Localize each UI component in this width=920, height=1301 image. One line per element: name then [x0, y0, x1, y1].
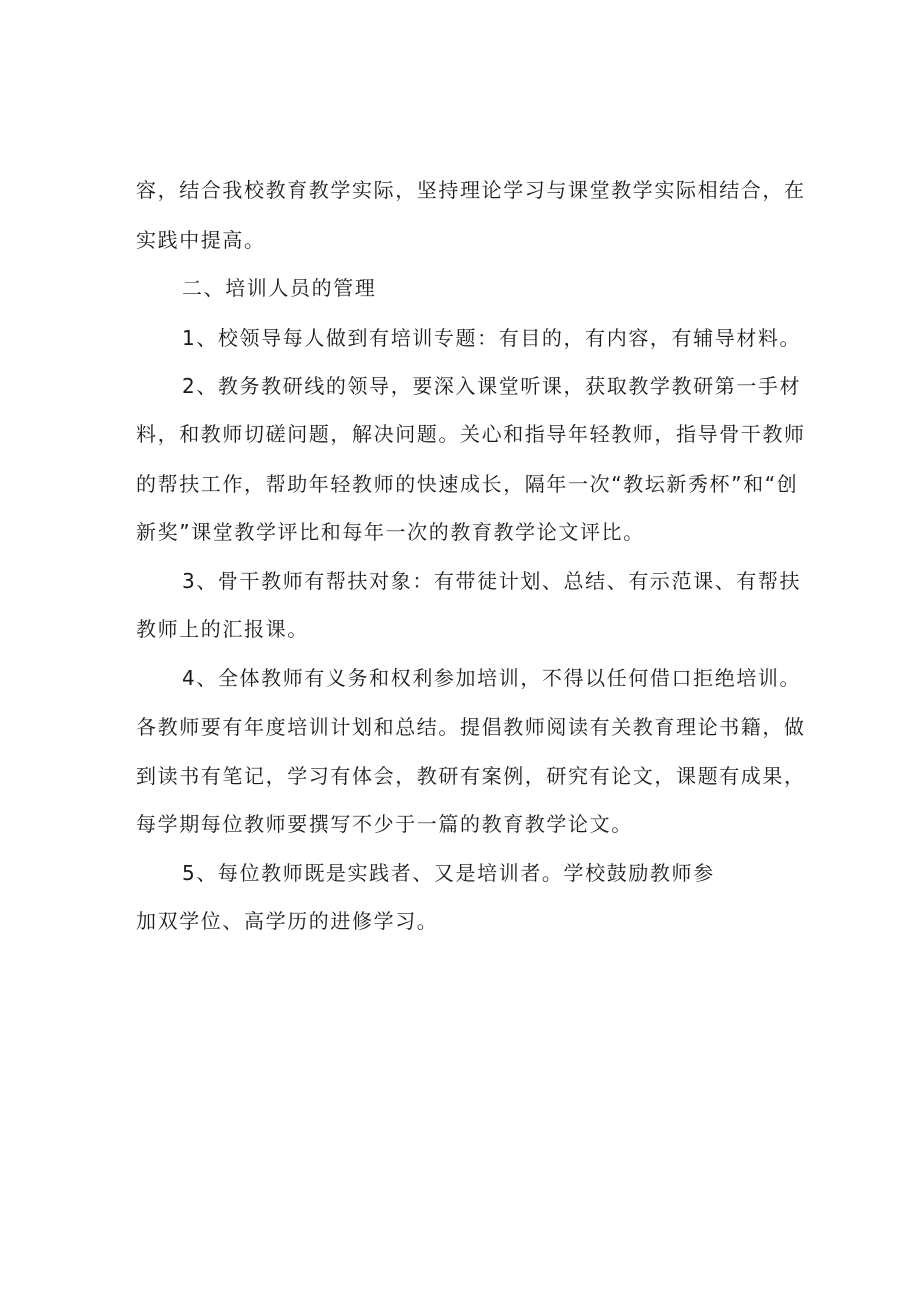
text-line: 新奖”课堂教学评比和每年一次的教育教学论文评比。: [136, 520, 645, 544]
text-line: 实践中提高。: [136, 228, 266, 252]
text-line: 料，和教师切磋问题，解决问题。关心和指导年轻教师，指导骨干教师: [136, 422, 806, 446]
text-line: 各教师要有年度培训计划和总结。提倡教师阅读有关教育理论书籍，做: [136, 715, 806, 739]
text-line: 3、骨干教师有帮扶对象：有带徒计划、总结、有示范课、有帮扶: [182, 569, 802, 593]
section-heading: 二、培训人员的管理: [182, 276, 377, 300]
text-line: 4、全体教师有义务和权利参加培训，不得以任何借口拒绝培训。: [182, 666, 802, 690]
text-line: 每学期每位教师要撰写不少于一篇的教育教学论文。: [136, 812, 633, 836]
text-line: 5、每位教师既是实践者、又是培训者。学校鼓励教师参: [182, 861, 715, 885]
text-line: 加双学位、高学历的进修学习。: [136, 909, 439, 933]
text-line: 容，结合我校教育教学实际，坚持理论学习与课堂教学实际相结合，在: [136, 178, 806, 202]
text-line: 1、校领导每人做到有培训专题：有目的，有内容，有辅导材料。: [182, 326, 802, 350]
text-line: 教师上的汇报课。: [136, 617, 309, 641]
text-line: 的帮扶工作，帮助年轻教师的快速成长，隔年一次“教坛新秀杯”和“创: [136, 472, 799, 496]
text-line: 2、教务教研线的领导，要深入课堂听课，获取教学教研第一手材: [182, 374, 802, 398]
text-line: 到读书有笔记，学习有体会，教研有案例，研究有论文，课题有成果，: [136, 764, 806, 788]
